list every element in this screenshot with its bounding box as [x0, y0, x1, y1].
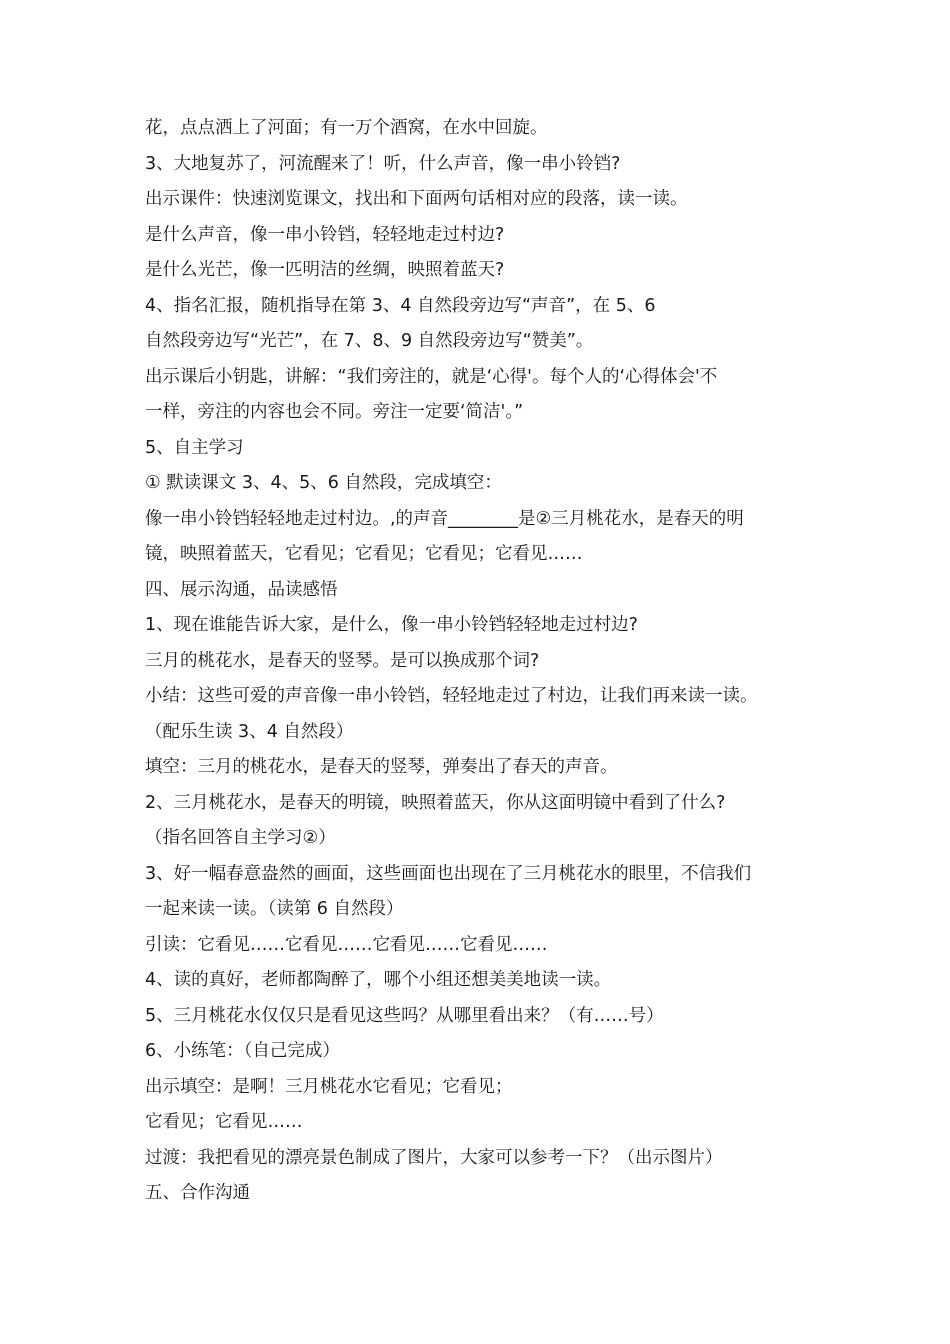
- section-heading-self-study: 5、自主学习: [145, 437, 244, 458]
- text-line-5: 是什么光芒，像一匹明洁的丝绸，映照着蓝天?: [145, 260, 505, 280]
- text-line-12: 像一串小铃铛轻轻地走过村边。,的声音________是②三月桃花水，是春天的明: [145, 508, 744, 529]
- text-line-26: 5、三月桃花水仅仅只是看见这些吗？从哪里看出来？（有……号）: [145, 1005, 664, 1026]
- text-line-27: 6、小练笔：（自己完成）: [145, 1041, 340, 1061]
- text-line-15: 1、现在谁能告诉大家，是什么，像一串小铃铛轻轻地走过村边?: [145, 615, 638, 635]
- text-line-7: 自然段旁边写“光芒”，在 7、8、9 自然段旁边写“赞美”。: [145, 331, 594, 351]
- text-line-29: 它看见；它看见……: [145, 1112, 303, 1132]
- text-line-2: 3、大地复苏了，河流醒来了！听，什么声音，像一串小铃铛?: [145, 153, 621, 174]
- text-line-8: 出示课后小钥匙，讲解：“我们旁注的，就是‘心得'。每个人的‘心得体会'不: [145, 366, 718, 387]
- text-line-4: 是什么声音，像一串小铃铛，轻轻地走过村边?: [145, 224, 505, 245]
- document-body: [145, 111, 817, 1212]
- text-line-18: （配乐生读 3、4 自然段）: [145, 721, 354, 742]
- text-line-20: 2、三月桃花水，是春天的明镜，映照着蓝天，你从这面明镜中看到了什么?: [145, 792, 726, 813]
- text-line-9: 一样，旁注的内容也会不同。旁注一定要‘简洁'。”: [145, 402, 524, 422]
- text-line-28: 出示填空：是啊！三月桃花水它看见；它看见；: [145, 1076, 513, 1097]
- text-line-17: 小结：这些可爱的声音像一串小铃铛，轻轻地走过了村边，让我们再来读一读。: [145, 686, 758, 706]
- text-line-13: 镜，映照着蓝天，它看见；它看见；它看见；它看见……: [145, 544, 583, 564]
- text-line-16: 三月的桃花水，是春天的竖琴。是可以换成那个词?: [145, 650, 540, 671]
- section-heading-five: 五、合作沟通: [145, 1183, 250, 1203]
- text-line-25: 4、读的真好，老师都陶醉了，哪个小组还想美美地读一读。: [145, 970, 612, 990]
- text-line-23: 一起来读一读。（读第 6 自然段）: [145, 899, 404, 919]
- text-line-3: 出示课件：快速浏览课文，找出和下面两句话相对应的段落，读一读。: [145, 189, 688, 209]
- text-line-21: （指名回答自主学习②）: [145, 828, 336, 848]
- text-line-11: ① 默读课文 3、4、5、6 自然段，完成填空：: [145, 473, 502, 493]
- text-line-30: 过渡：我把看见的漂亮景色制成了图片，大家可以参考一下？（出示图片）: [145, 1147, 723, 1168]
- text-line-24: 引读：它看见……它看见……它看见……它看见……: [145, 934, 548, 955]
- text-line-1: 花，点点洒上了河面；有一万个酒窝，在水中回旋。: [145, 118, 548, 138]
- text-line-22: 3、好一幅春意盎然的画面，这些画面也出现在了三月桃花水的眼里，不信我们: [145, 863, 752, 884]
- text-line-6: 4、指名汇报，随机指导在第 3、4 自然段旁边写“声音”，在 5、6: [145, 295, 656, 316]
- section-heading-four: 四、展示沟通，品读感悟: [145, 579, 338, 600]
- text-line-19: 填空：三月的桃花水，是春天的竖琴，弹奏出了春天的声音。: [145, 757, 618, 777]
